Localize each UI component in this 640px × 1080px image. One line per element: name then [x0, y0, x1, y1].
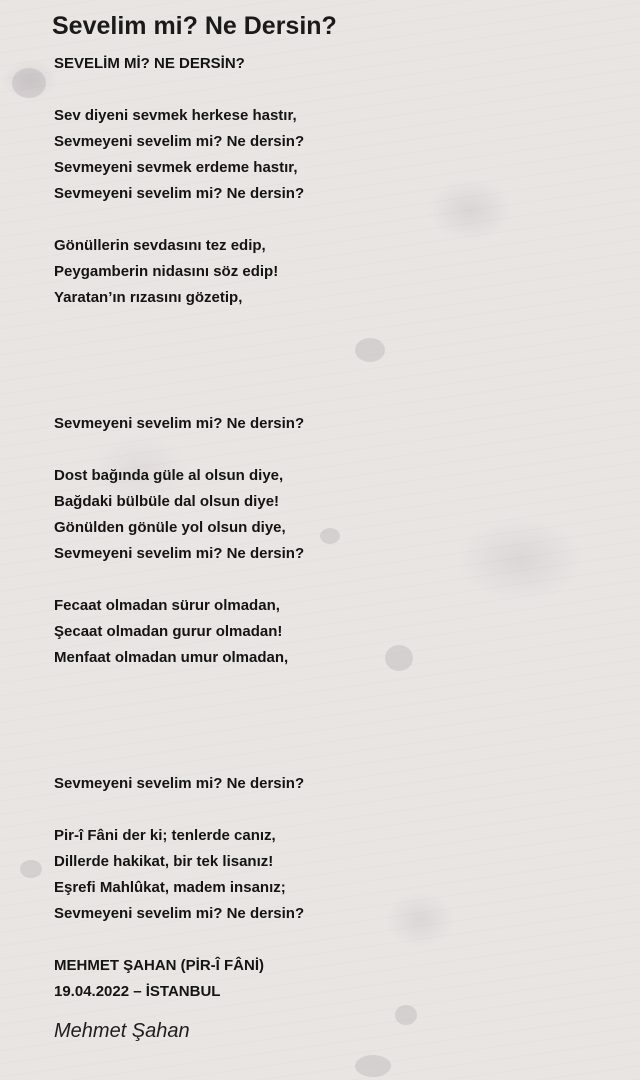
- poem-line: Sev diyeni sevmek herkese hastır,: [54, 107, 297, 124]
- poem-line: Peygamberin nidasını söz edip!: [54, 263, 279, 280]
- poem-heading: SEVELİM Mİ? NE DERSİN?: [54, 55, 245, 72]
- background-ink-blot: [355, 338, 385, 362]
- poem-line: Gönülden gönüle yol olsun diye,: [54, 519, 286, 536]
- poem-line: Eşrefi Mahlûkat, madem insanız;: [54, 879, 286, 896]
- author-signature: Mehmet Şahan: [54, 1020, 190, 1042]
- poem-line: Sevmeyeni sevelim mi? Ne dersin?: [54, 545, 305, 562]
- poem-line: Sevmeyeni sevelim mi? Ne dersin?: [54, 185, 305, 202]
- poem-refrain-line: Sevmeyeni sevelim mi? Ne dersin?: [54, 415, 305, 432]
- poem-line: Şecaat olmadan gurur olmadan!: [54, 623, 283, 640]
- poem-line: Dillerde hakikat, bir tek lisanız!: [54, 853, 274, 870]
- poem-line: Menfaat olmadan umur olmadan,: [54, 649, 289, 666]
- poem-line: Gönüllerin sevdasını tez edip,: [54, 237, 266, 254]
- poem-title: Sevelim mi? Ne Dersin?: [52, 12, 337, 40]
- background-ink-blot: [385, 645, 413, 671]
- poem-line: Yaratan’ın rızasını gözetip,: [54, 289, 243, 306]
- author-line: MEHMET ŞAHAN (PİR-Î FÂNİ): [54, 957, 264, 974]
- poem-line: Pir-î Fâni der ki; tenlerde canız,: [54, 827, 276, 844]
- background-ink-blot: [395, 1005, 417, 1025]
- background-ink-blot: [320, 528, 340, 544]
- poem-refrain-line: Sevmeyeni sevelim mi? Ne dersin?: [54, 775, 305, 792]
- poem-line: Dost bağında güle al olsun diye,: [54, 467, 284, 484]
- background-ink-blot: [355, 1055, 391, 1077]
- date-line: 19.04.2022 – İSTANBUL: [54, 983, 221, 1000]
- poem-line: Sevmeyeni sevelim mi? Ne dersin?: [54, 133, 305, 150]
- poem-line: Sevmeyeni sevmek erdeme hastır,: [54, 159, 298, 176]
- background-ink-blot: [20, 860, 42, 878]
- poem-line: Sevmeyeni sevelim mi? Ne dersin?: [54, 905, 305, 922]
- background-ink-blot: [12, 68, 46, 98]
- poem-line: Bağdaki bülbüle dal olsun diye!: [54, 493, 280, 510]
- poem-line: Fecaat olmadan sürur olmadan,: [54, 597, 280, 614]
